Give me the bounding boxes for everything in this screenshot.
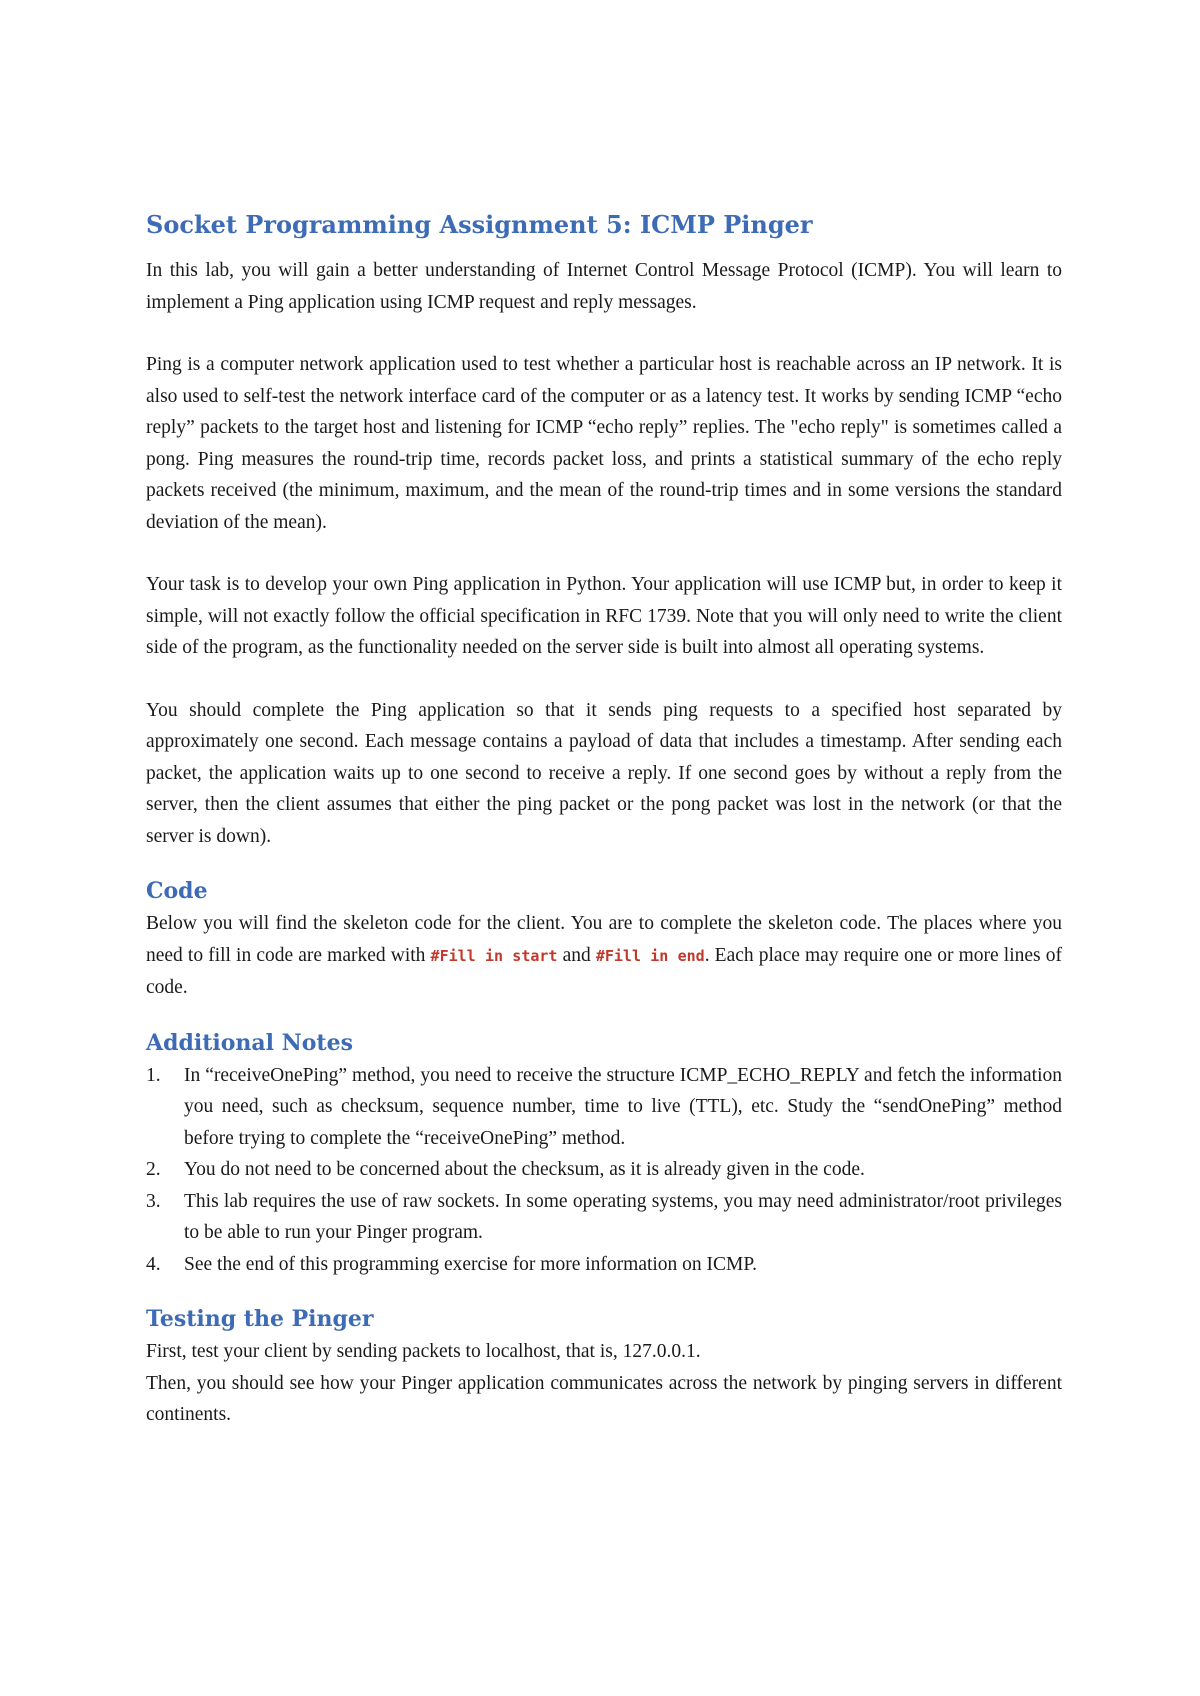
code-heading: Code	[146, 878, 208, 904]
list-item-number: 3.	[146, 1190, 161, 1212]
additional-notes-heading: Additional Notes	[146, 1029, 353, 1056]
list-item-text: In “receiveOnePing” method, you need to receive the structure ICMP_ECHO_REPLY and fetch the information you need, such as checksum, sequence number, time to live (TTL), etc. Study the “sendOnePing” method before trying to complete the “receiveOnePing” method.	[184, 1064, 1062, 1149]
intro-paragraph-1: In this lab, you will gain a better understanding of Internet Control Message Protocol (ICMP). You will learn to implement a Ping application using ICMP request and reply messages.	[146, 260, 1062, 313]
intro-paragraph-2: Ping is a computer network application used to test whether a particular host is reachable across an IP network. It is also used to self-test the network interface card of the computer or as a latency test. It works by sending ICMP “echo reply” packets to the target host and listening for ICMP “echo reply” replies. The "echo reply" is sometimes called a pong. Ping measures the round-trip time, records packet loss, and prints a statistical summary of the echo reply packets received (the minimum, maximum, and the mean of the round-trip times and in some versions the standard deviation of the mean).	[146, 354, 1062, 533]
code-text-after: . Each place may require one or more lines of code.	[146, 944, 1062, 998]
code-text-before: Below you will find the skeleton code for the client. You are to complete the skeleton code. The places where you need to fill in code are marked with	[146, 913, 1062, 966]
code-text-middle: and	[557, 944, 596, 966]
document-page	[146, 205, 1062, 1431]
list-item	[146, 1060, 1062, 1155]
testing-paragraph-1: First, test your client by sending packets to localhost, that is, 127.0.0.1.	[146, 1341, 701, 1362]
notes-list	[146, 1060, 1062, 1281]
intro-paragraph-4: You should complete the Ping application so that it sends ping requests to a specified host separated by approximately one second. Each message contains a payload of data that includes a timestamp. After sending each packet, the application waits up to one second to receive a reply. If one second goes by without a reply from the server, then the client assumes that either the ping packet or the pong packet was lost in the network (or that the server is down).	[146, 699, 1062, 847]
fill-in-end-marker: #Fill in end	[595, 946, 705, 965]
list-item-text: This lab requires the use of raw sockets. In some operating systems, you may need administrator/root privileges to be able to run your Pinger program.	[184, 1190, 1062, 1243]
intro-paragraph-3: Your task is to develop your own Ping application in Python. Your application will use ICMP but, in order to keep it simple, will not exactly follow the official specification in RFC 1739. Note that you will only need to write the client side of the program, as the functionality needed on the server side is built into almost all operating systems.	[146, 574, 1062, 658]
page-title: Socket Programming Assignment 5: ICMP Pinger	[146, 210, 813, 239]
list-item	[146, 1249, 1062, 1281]
list-item-number: 2.	[146, 1159, 161, 1180]
list-item-text: You do not need to be concerned about the checksum, as it is already given in the code.	[184, 1159, 865, 1180]
list-item-text: See the end of this programming exercise for more information on ICMP.	[184, 1253, 757, 1275]
list-item-number: 1.	[146, 1064, 161, 1086]
list-item-number: 4.	[146, 1253, 161, 1275]
fill-in-start-marker: #Fill in start	[430, 946, 558, 965]
code-paragraph	[146, 908, 1062, 1004]
list-item	[146, 1186, 1062, 1249]
list-item	[146, 1154, 1062, 1186]
testing-heading: Testing the Pinger	[146, 1306, 374, 1332]
testing-paragraph-2: Then, you should see how your Pinger application communicates across the network by pinging servers in different continents.	[146, 1372, 1062, 1425]
